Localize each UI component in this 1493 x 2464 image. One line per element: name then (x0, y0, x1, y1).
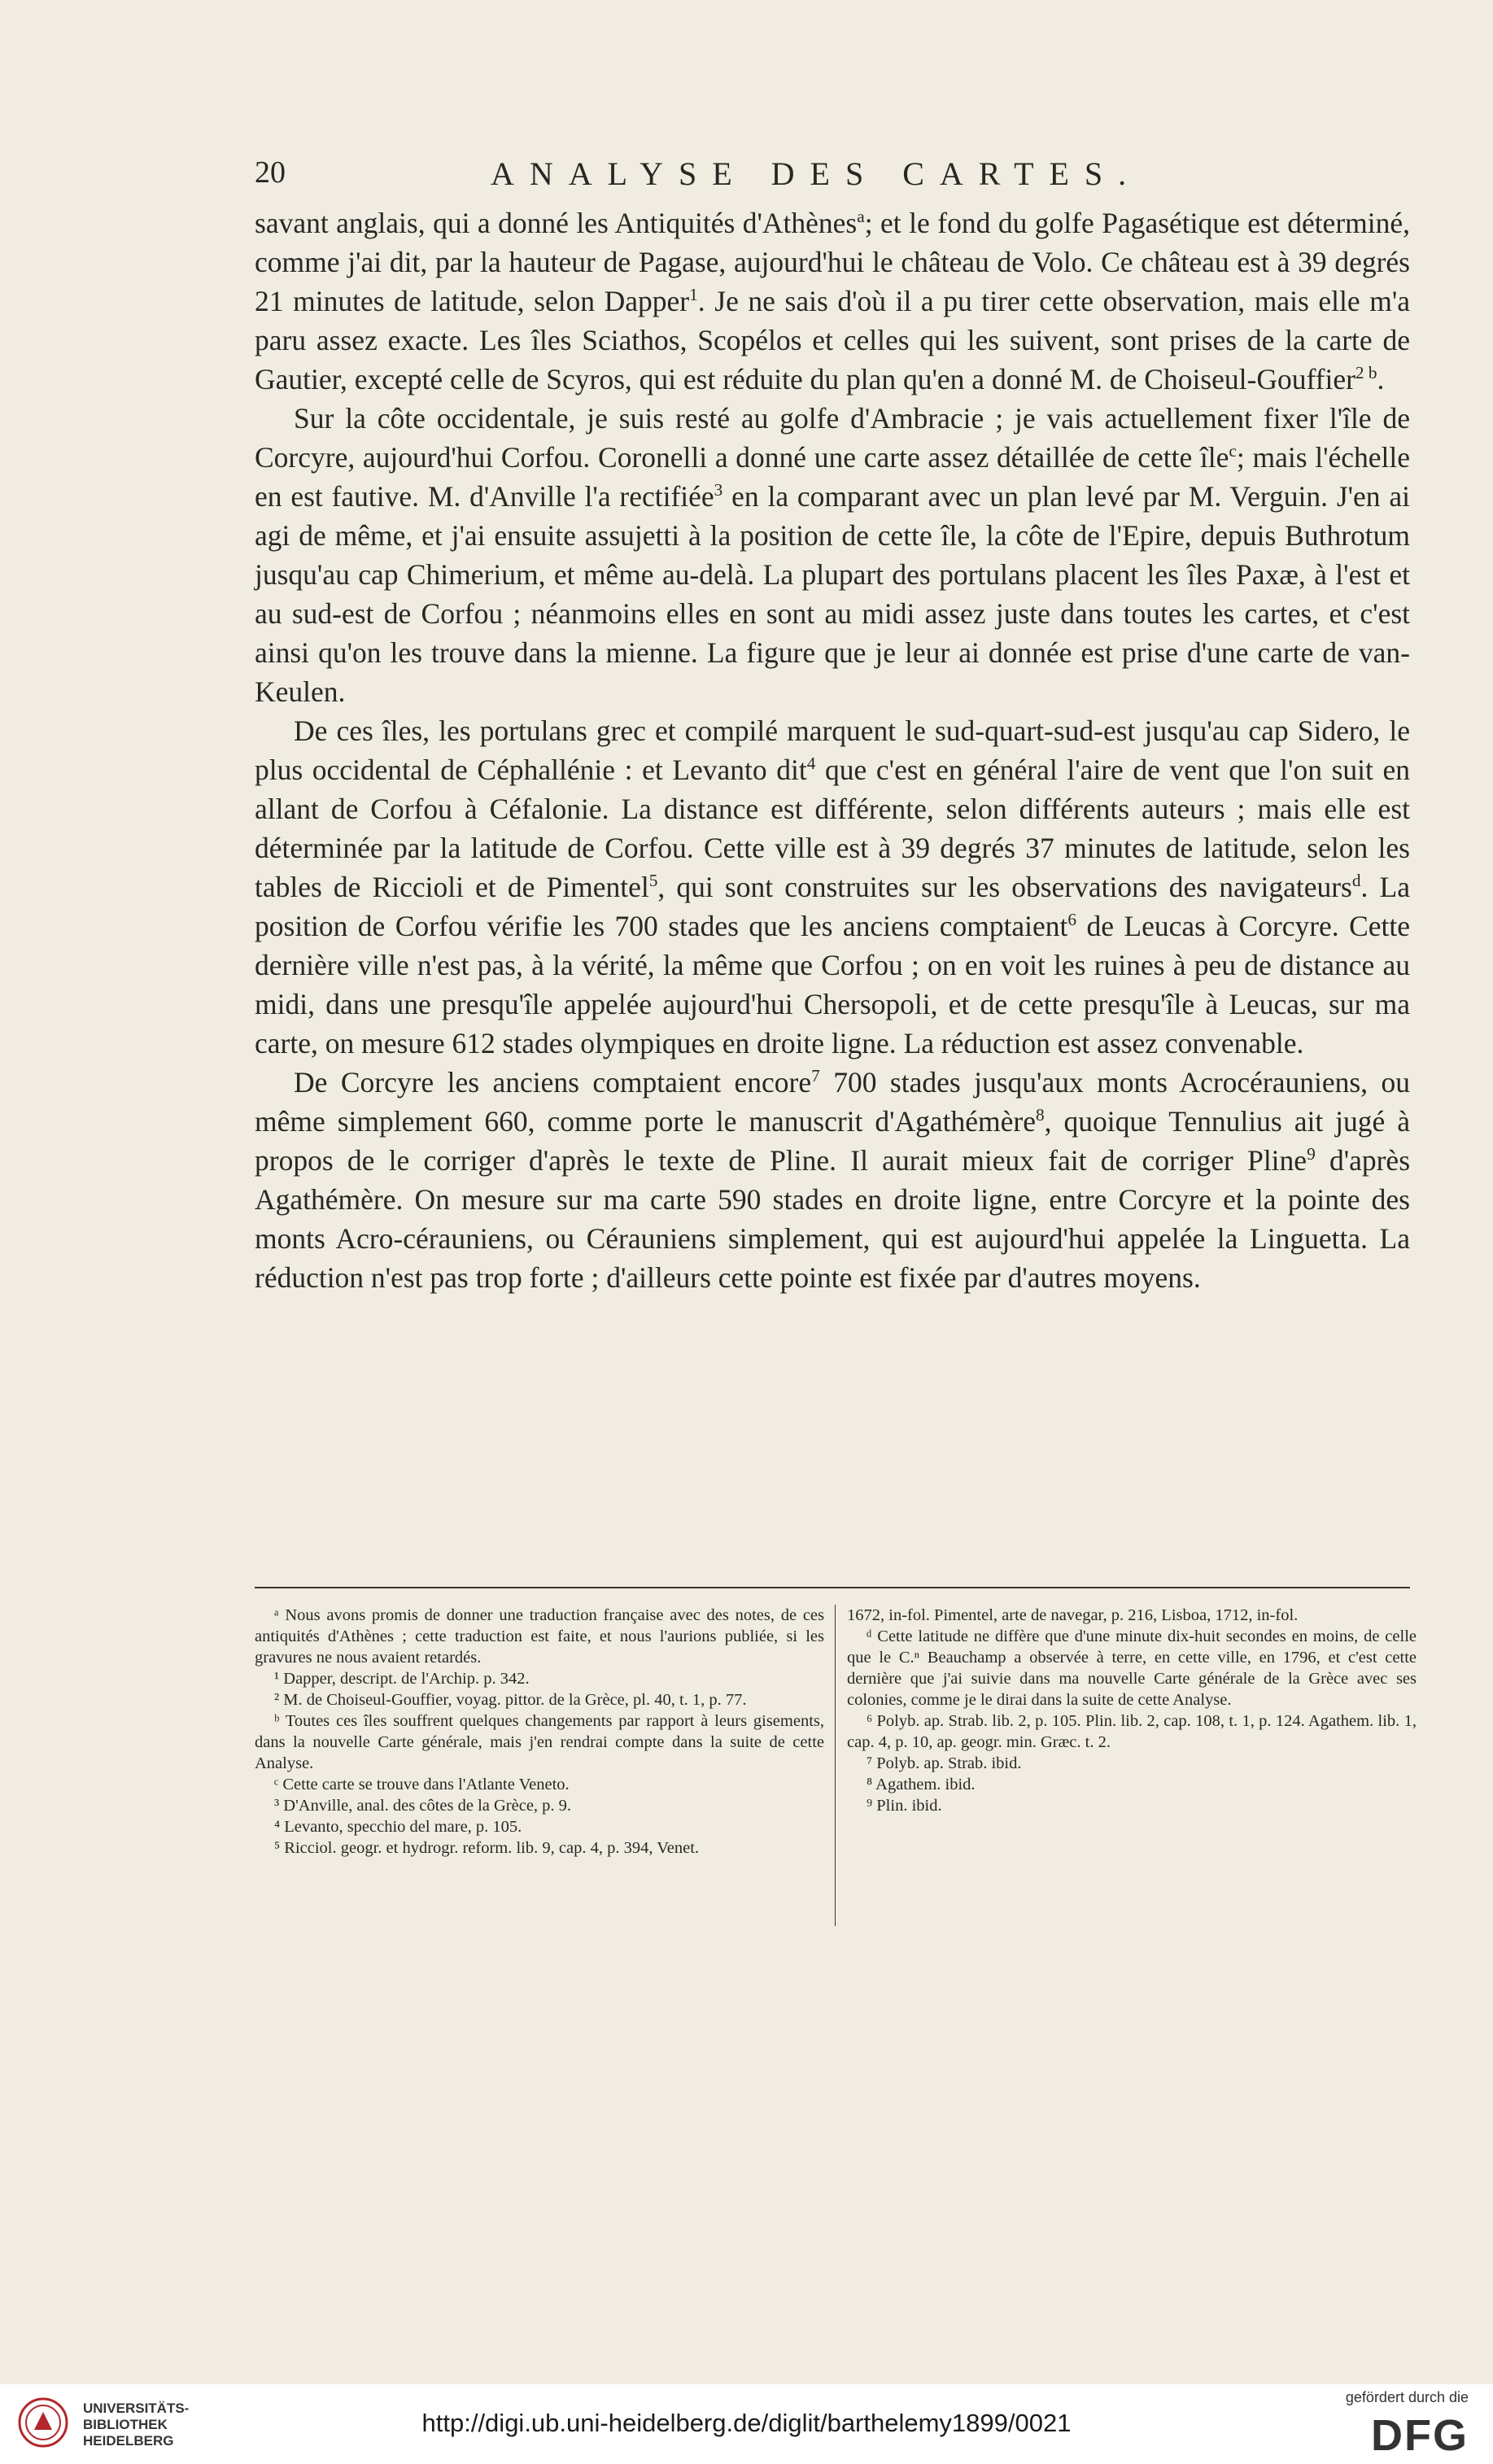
footnote: ⁹ Plin. ibid. (867, 1797, 942, 1815)
library-name: UNIVERSITÄTS- BIBLIOTHEK HEIDELBERG (83, 2401, 190, 2449)
page-number: 20 (255, 155, 286, 190)
note-ref: 8 (1036, 1105, 1045, 1125)
footnote: ⁵ Ricciol. geogr. et hydrogr. reform. lib. 9, cap. 4, p. 394, Venet. (274, 1839, 700, 1857)
footnotes-left-column (255, 1605, 824, 1859)
footnote: ᶜ Cette carte se trouve dans l'Atlante Veneto. (274, 1776, 570, 1793)
footnotes-right-column (847, 1605, 1417, 1816)
footnote: 1672, in-fol. Pimentel, arte de navegar, p. 216, Lisboa, 1712, in-fol. (847, 1606, 1299, 1624)
footnote: ᵃ Nous avons promis de donner une traduction française avec des notes, de ces antiquités d'Athènes ; cette traduction est faite, et nous l'aurions publiée, si les gravures ne nous avaient retardés. (255, 1606, 824, 1667)
note-ref: 5 (648, 871, 658, 891)
footnote-separator (255, 1587, 1410, 1588)
dfg-logo: DFG (1371, 2411, 1469, 2460)
note-ref: 2 b (1355, 363, 1377, 383)
paragraph-3: De ces îles, les portulans grec et compilé marquent le sud-quart-sud-est jusqu'au cap Sidero, le plus occidental de Céphallénie : et Levanto dit$^4$ que c'est en général l'aire de vent que l'on suit en allant de Corfou à Céfalonie. La distance est différente, selon différents auteurs ; mais elle est déterminée par la latitude de Corfou. Cette ville est à 39 degrés 37 minutes de latitude, selon les tables de Riccioli et de Pimentel$^5$, qui sont construites sur les observations des navigateurs$^d$. La position de Corfou vérifie les 700 stades que les anciens comptaient$^6$ de Leucas à Corcyre. Cette dernière ville n'est pas, à la vérité, la même que Corfou ; on en voit les ruines à peu de distance au midi, dans une presqu'île appelée aujourd'hui Chersopoli, et de cette presqu'île à Leucas, sur ma carte, on mesure 612 stades olympiques en droite ligne. La réduction est assez convenable. (255, 714, 1410, 1059)
footnotes (255, 1605, 1417, 1946)
footnote: ⁴ Levanto, specchio del mare, p. 105. (274, 1818, 522, 1836)
funding-note: gefördert durch die (1345, 2389, 1469, 2405)
note-ref: 1 (689, 285, 698, 305)
note-ref: 3 (714, 480, 723, 500)
note-ref: d (1351, 871, 1361, 891)
note-ref: 6 (1067, 910, 1077, 930)
footnote: ⁸ Agathem. ibid. (867, 1776, 976, 1793)
paragraph-4: De Corcyre les anciens comptaient encore$^7$ 700 stades jusqu'aux monts Acrocérauniens, ou même simplement 660, comme porte le manuscrit d'Agathémère$^8$, quoique Tennulius ait jugé à propos de le corriger d'après le texte de Pline. Il aurait mieux fait de corriger Pline$^9$ d'après Agathémère. On mesure sur ma carte 590 stades en droite ligne, entre Corcyre et la pointe des monts Acro-cérauniens, ou Cérauniens simplement, qui est aujourd'hui appelée la Linguetta. La réduction n'est pas trop forte ; d'ailleurs cette pointe est fixée par d'autres moyens. (255, 1066, 1411, 1294)
body-text (255, 203, 1410, 1297)
footnote: ¹ Dapper, descript. de l'Archip. p. 342. (274, 1670, 530, 1688)
page-header (255, 155, 1443, 203)
note-ref: a (857, 207, 865, 227)
note-ref: 9 (1307, 1144, 1316, 1164)
paragraph-1: savant anglais, qui a donné les Antiquités d'Athènes$^a$; et le fond du golfe Pagasétique est déterminé, comme j'ai dit, par la hauteur de Pagase, aujourd'hui le château de Volo. Ce château est à 39 degrés 21 minutes de latitude, selon Dapper$^1$. Je ne sais d'où il a pu tirer cette observation, mais elle m'a paru assez exacte. Les îles Sciathos, Scopélos et celles qui les suivent, sont prises de la carte de Gautier, excepté celle de Scyros, qui est réduite du plan qu'en a donné M. de Choiseul-Gouffier$^{2 b}$. (255, 207, 1410, 395)
footnote-column-divider (835, 1605, 836, 1926)
viewer-footer (0, 2384, 1493, 2464)
footnote: ᵇ Toutes ces îles souffrent quelques changements par rapport à leurs gisements, dans la nouvelle Carte générale, mais j'en rendrai compte dans la suite de cette Analyse. (255, 1712, 824, 1772)
note-ref: 4 (806, 754, 816, 774)
note-ref: 7 (811, 1066, 820, 1086)
footnote: ᵈ Cette latitude ne diffère que d'une minute dix-huit secondes en moins, de celle que le C.ⁿ Beauchamp a observée à terre, en cette ville, en 1796, et c'est cette dernière que j'ai suivie dans ma nouvelle Carte générale de la Grèce avec ses colonies, comme je le dirai dans la suite de cette Analyse. (847, 1627, 1417, 1709)
paragraph-2: Sur la côte occidentale, je suis resté au golfe d'Ambracie ; je vais actuellement fixer l'île de Corcyre, aujourd'hui Corfou. Coronelli a donné une carte assez détaillée de cette île$^c$; mais l'échelle en est fautive. M. d'Anville l'a rectifiée$^3$ en la comparant avec un plan levé par M. Verguin. J'en ai agi de même, et j'ai ensuite assujetti à la position de cette île, la côte de l'Epire, depuis Buthrotum jusqu'au cap Chimerium, et même au-delà. La plupart des portulans placent les îles Paxæ, à l'est et au sud-est de Corfou ; néanmoins elles en sont au midi assez juste dans toutes les cartes, et c'est ainsi qu'on les trouve dans la mienne. La figure que je leur ai donnée est prise d'une carte de van-Keulen. (255, 402, 1410, 708)
footnote: ⁶ Polyb. ap. Strab. lib. 2, p. 105. Plin. lib. 2, cap. 108, t. 1, p. 124. Agathem. lib. 1, cap. 4, p. 10, ap. geogr. min. Græc. t. 2. (847, 1712, 1417, 1751)
note-ref: c (1229, 441, 1237, 461)
running-title: ANALYSE DES CARTES. (491, 155, 1142, 192)
source-url[interactable]: http://digi.ub.uni-heidelberg.de/diglit/barthelemy1899/0021 (421, 2409, 1072, 2437)
footnote: ³ D'Anville, anal. des côtes de la Grèce, p. 9. (274, 1797, 572, 1815)
footnote: ² M. de Choiseul-Gouffier, voyag. pittor. de la Grèce, pl. 40, t. 1, p. 77. (274, 1691, 747, 1709)
footnote: ⁷ Polyb. ap. Strab. ibid. (867, 1754, 1022, 1772)
